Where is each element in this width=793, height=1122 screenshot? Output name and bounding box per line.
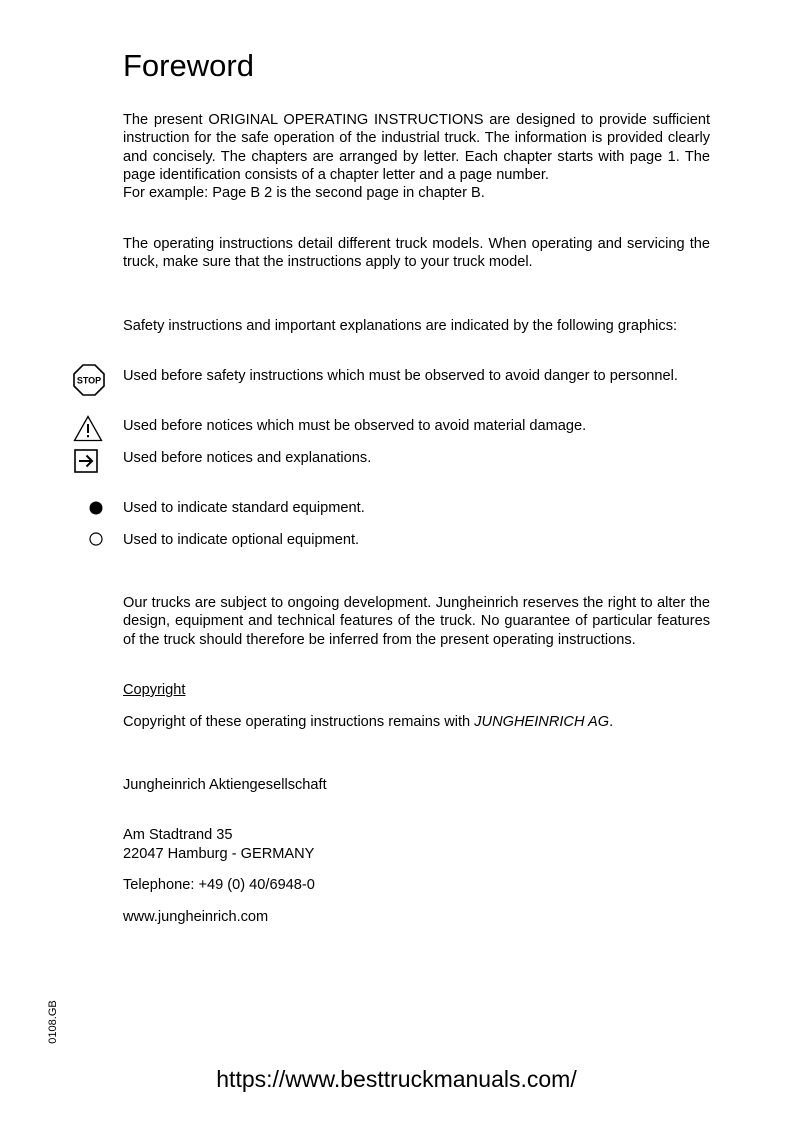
address-phone: Telephone: +49 (0) 40/6948-0 [123, 877, 315, 893]
graphics-intro: Safety instructions and important explanations are indicated by the following graphics: [123, 318, 678, 334]
copyright-text-main: Copyright of these operating instructions remains with [123, 714, 475, 730]
copyright-heading: Copyright [123, 682, 186, 698]
intro-paragraph [123, 111, 710, 202]
models-paragraph: The operating instructions detail different truck models. When operating and servicing the truck, make sure that the instructions apply to your truck model. [123, 236, 710, 271]
document-code: 0108.GB [47, 1000, 59, 1044]
warning-triangle-icon [73, 415, 103, 442]
copyright-period: . [609, 714, 614, 730]
address-street: Am Stadtrand 35 [123, 827, 233, 843]
intro-text: The present ORIGINAL OPERATING INSTRUCTIONS are designed to provide sufficient instruction for the safe operation of the industrial truck. The information is provided clearly and concisely. The chapters are arranged by letter. Each chapter starts with page 1. The page identification consists of a chapter letter and a page number. [123, 112, 710, 183]
open-circle-icon [89, 532, 103, 546]
filled-circle-icon [89, 501, 103, 515]
copyright-company: JUNGHEINRICH AG [474, 714, 610, 730]
legend-notice-text: Used before notices and explanations. [123, 450, 372, 466]
address-company: Jungheinrich Aktiengesellschaft [123, 777, 327, 793]
legend-optional-text: Used to indicate optional equipment. [123, 532, 360, 548]
copyright-text [123, 713, 710, 731]
stop-icon-label: STOP [76, 375, 102, 386]
arrow-note-icon [74, 449, 98, 473]
legend-stop-text: Used before safety instructions which must be observed to avoid danger to personnel. [123, 368, 678, 384]
intro-example: For example: Page B 2 is the second page in chapter B. [123, 185, 485, 202]
legend-standard-text: Used to indicate standard equipment. [123, 500, 365, 516]
address-city: 22047 Hamburg - GERMANY [123, 846, 315, 862]
address-web[interactable]: www.jungheinrich.com [123, 909, 269, 925]
legend-warning-text: Used before notices which must be observed to avoid material damage. [123, 418, 587, 434]
footer-url-link[interactable]: https://www.besttruckmanuals.com/ [216, 1066, 577, 1092]
development-paragraph: Our trucks are subject to ongoing development. Jungheinrich reserves the right to alter the design, equipment and technical features of the truck. No guarantee of particular features of the truck should therefore be inferred from the present operating instructions. [123, 595, 710, 648]
stop-sign-icon [73, 364, 105, 396]
page-title: Foreword [123, 48, 254, 83]
